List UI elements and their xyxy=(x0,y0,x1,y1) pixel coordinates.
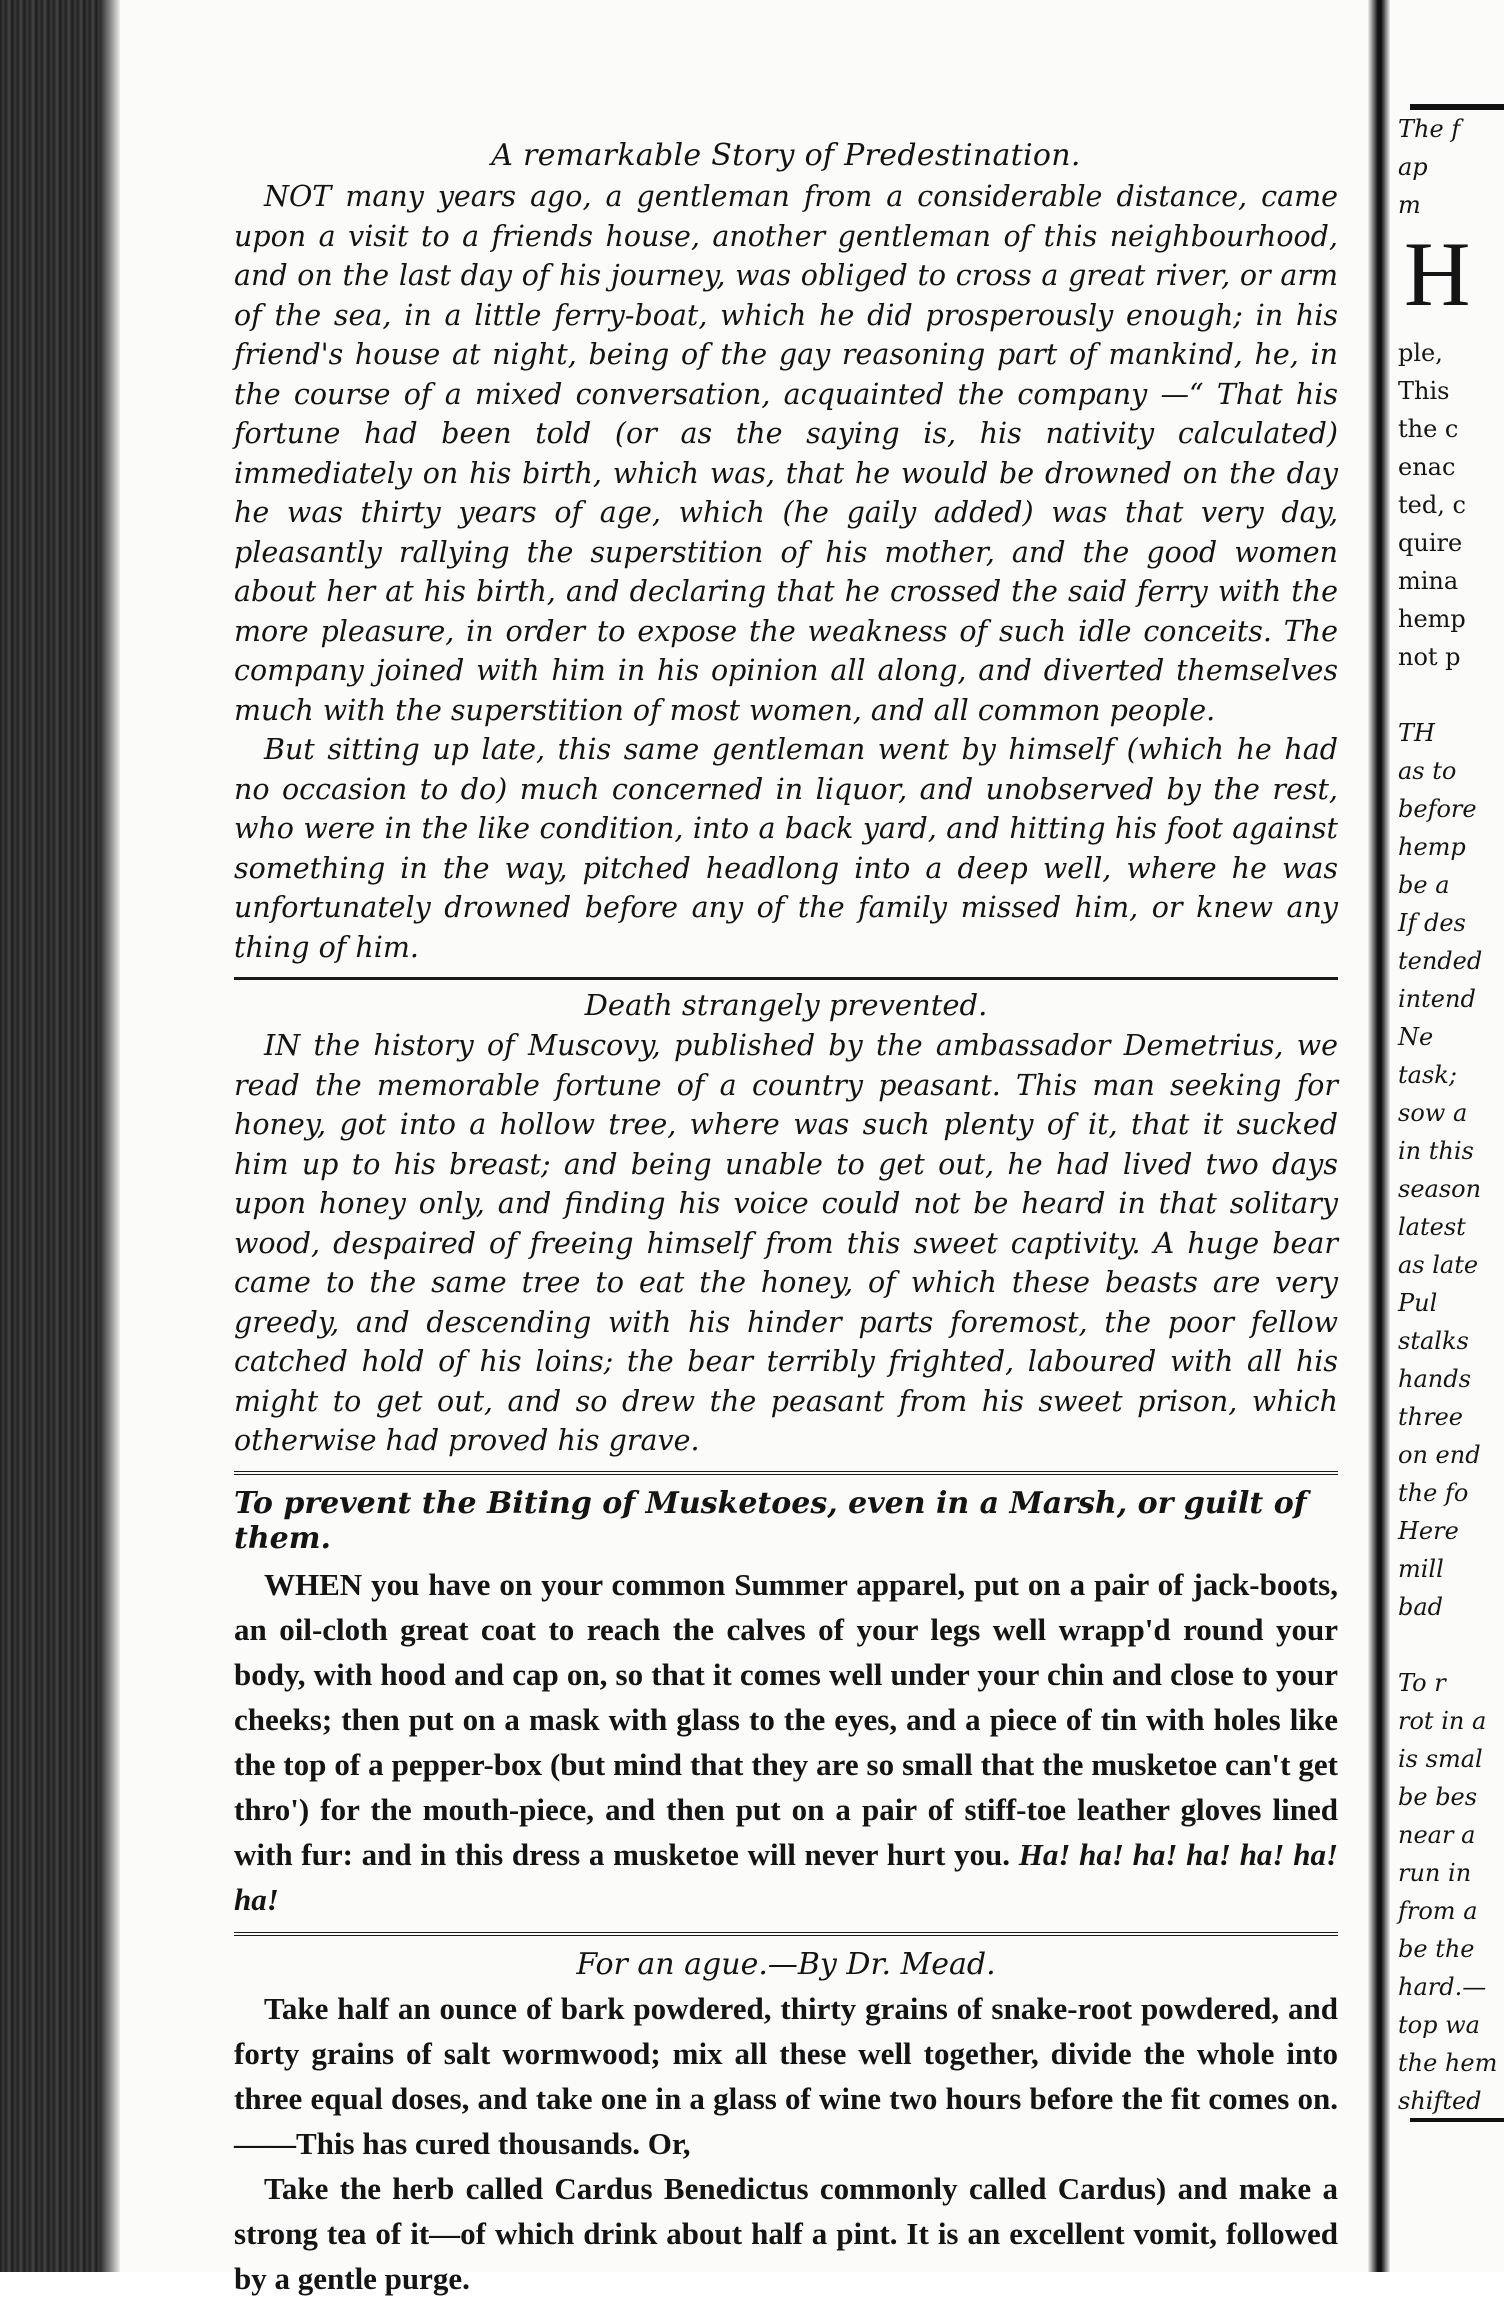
article-death-prevented xyxy=(234,988,1338,1461)
article-paragraph xyxy=(234,1562,1338,1922)
facing-page-line: If des xyxy=(1398,909,1466,937)
facing-page-line: ted, c xyxy=(1398,491,1466,519)
facing-page-line: before xyxy=(1398,795,1477,823)
facing-page-line: Ne xyxy=(1398,1023,1434,1051)
facing-page-line: be a xyxy=(1398,871,1450,899)
article-text: WHEN you have on your common Summer apparel, put on a pair of jack-boots, an oil-cloth great coat to reach the calves of your legs well wrapp'd round your body, with hood and cap on, so that it comes well under your chin and close to your cheeks; then put on a mask with glass to the eyes, and a piece of tin with holes like the top of a pepper-box (but mind that they are so small that the musketoe can't get thro') for the mouth-piece, and then put on a pair of stiff-toe leather gloves lined with fur: and in this dress a musketoe will never hurt you. xyxy=(234,1566,1338,1872)
facing-page-line: the hem xyxy=(1398,2049,1498,2077)
facing-page-line: intend xyxy=(1398,985,1476,1013)
facing-page-line: Pul xyxy=(1398,1289,1438,1317)
article-paragraph: Take the herb called Cardus Benedictus commonly called Cardus) and make a strong tea of it—of which drink about half a pint. It is an excellent vomit, followed by a gentle purge. xyxy=(234,2170,1338,2296)
facing-page-line: the c xyxy=(1398,415,1459,443)
facing-page-line: three xyxy=(1398,1403,1463,1431)
article-title: A remarkable Story of Predestination. xyxy=(491,138,1081,173)
article-title: Death strangely prevented. xyxy=(584,988,988,1022)
facing-page-line: stalks xyxy=(1398,1327,1469,1355)
facing-page-line: m xyxy=(1398,191,1421,219)
article-paragraph: NOT many years ago, a gentleman from a considerable distance, came upon a visit to a friends house, another gentleman of this neighbourhood, and on the last day of his journey, was obliged to cross a great river, or arm of the sea, in a little ferry-boat, which he did prosperously enough; in his friend's house at night, being of the gay reasoning part of mankind, he, in the course of a mixed conversation, acquainted the company —“ That his fortune had been told (or as the saying is, his nativity calculated) immediately on his birth, which was, that he would be drowned on the day he was thirty years of age, which (he gaily added) was that very day, pleasantly rallying the superstition of his mother, and the good women about her at his birth, and declaring that he crossed the said ferry with the more pleasure, in order to expose the weakness of such idle conceits. The company joined with him in his opinion all along, and diverted themselves much with the superstition of most women, and all common people. xyxy=(234,180,1338,727)
facing-page-line: in this xyxy=(1398,1137,1474,1165)
facing-page-fragment xyxy=(1398,110,1504,2120)
facing-page-line: not p xyxy=(1398,643,1461,671)
facing-page-line: bad xyxy=(1398,1593,1444,1621)
facing-page-line: latest xyxy=(1398,1213,1466,1241)
facing-page-line: The f xyxy=(1398,115,1461,143)
facing-page-line: near a xyxy=(1398,1821,1476,1849)
book-gutter xyxy=(0,0,112,2272)
article-title: To prevent the Biting of Musketoes, even in a Marsh, or guilt of them. xyxy=(234,1485,1307,1556)
facing-page-line: rot in a xyxy=(1398,1707,1487,1735)
facing-page-line: as late xyxy=(1398,1251,1479,1279)
facing-page-line: Here xyxy=(1398,1517,1459,1545)
facing-page-line: This xyxy=(1398,377,1450,405)
facing-page-line: mill xyxy=(1398,1555,1444,1583)
article-paragraph: IN the history of Muscovy, published by the ambassador Demetrius, we read the memorable fortune of a country peasant. This man seeking for honey, got into a hollow tree, where was such plenty of it, that it sucked him up to his breast; and being unable to get out, he had lived two days upon honey only, and finding his voice could not be heard in that solitary wood, despaired of freeing himself from this sweet captivity. A huge bear came to the same tree to eat the honey, of which these beasts are very greedy, and descending with his hinder parts foremost, the poor fellow catched hold of his loins; the bear terribly frighted, laboured with all his might to get out, and so drew the peasant from his sweet prison, which otherwise had proved his grave. xyxy=(234,1029,1338,1457)
facing-page-line: is smal xyxy=(1398,1745,1483,1773)
article-title: For an ague.—By Dr. Mead. xyxy=(576,1946,996,1982)
facing-page-line: season xyxy=(1398,1175,1482,1203)
facing-page-line: H xyxy=(1404,223,1471,325)
facing-page-line: run in xyxy=(1398,1859,1472,1887)
facing-page-line xyxy=(1398,1626,1504,1664)
facing-page-line: ap xyxy=(1398,153,1428,181)
facing-page-line: the fo xyxy=(1398,1479,1469,1507)
article-musketoes xyxy=(234,1486,1338,1922)
facing-page-line: TH xyxy=(1398,719,1435,747)
section-divider xyxy=(234,977,1338,980)
article-paragraph: But sitting up late, this same gentleman went by himself (which he had no occasion to do) much concerned in liquor, and unobserved by the rest, who were in the like condition, into a back yard, and hitting his foot against something in the way, pitched headlong into a deep well, where he was unfortunately drowned before any of the family missed him, or knew any thing of him. xyxy=(234,733,1338,964)
facing-page-line: be bes xyxy=(1398,1783,1478,1811)
facing-page-line: as to xyxy=(1398,757,1457,785)
facing-page-line: ple, xyxy=(1398,339,1443,367)
facing-page-line: top wa xyxy=(1398,2011,1480,2039)
facing-page-line: sow a xyxy=(1398,1099,1468,1127)
facing-page-line: on end xyxy=(1398,1441,1481,1469)
facing-page-line: quire xyxy=(1398,529,1463,557)
facing-page-line: tended xyxy=(1398,947,1483,975)
article-predestination xyxy=(234,138,1338,967)
facing-page-line: mina xyxy=(1398,567,1459,595)
article-paragraph: Take half an ounce of bark powdered, thirty grains of snake-root powdered, and forty grains of salt wormwood; mix all these well together, divide the whole into three equal doses, and take one in a glass of wine two hours before the fit comes on.——This has cured thousands. Or, xyxy=(234,1990,1338,2161)
laugh-line: Ha! ha! ha! ha! ha! ha! ha! xyxy=(234,1836,1339,1917)
section-divider xyxy=(234,1932,1338,1939)
article-ague xyxy=(234,1947,1338,2301)
facing-page-line: hemp xyxy=(1398,605,1466,633)
facing-page-line: hard.— xyxy=(1398,1973,1487,2001)
facing-page-line: from a xyxy=(1398,1897,1478,1925)
page-edge-shadow xyxy=(100,0,120,2272)
section-divider xyxy=(234,1471,1338,1478)
facing-page-line: hemp xyxy=(1398,833,1466,861)
facing-page-line: hands xyxy=(1398,1365,1471,1393)
center-fold xyxy=(1368,0,1390,2272)
facing-page-line: task; xyxy=(1398,1061,1457,1089)
facing-page-line: be the xyxy=(1398,1935,1475,1963)
facing-page-line: shifted xyxy=(1398,2087,1482,2115)
facing-page-line: enac xyxy=(1398,453,1456,481)
facing-page-line: To r xyxy=(1398,1669,1446,1697)
facing-page-line xyxy=(1398,676,1504,714)
main-column xyxy=(234,138,1338,2301)
